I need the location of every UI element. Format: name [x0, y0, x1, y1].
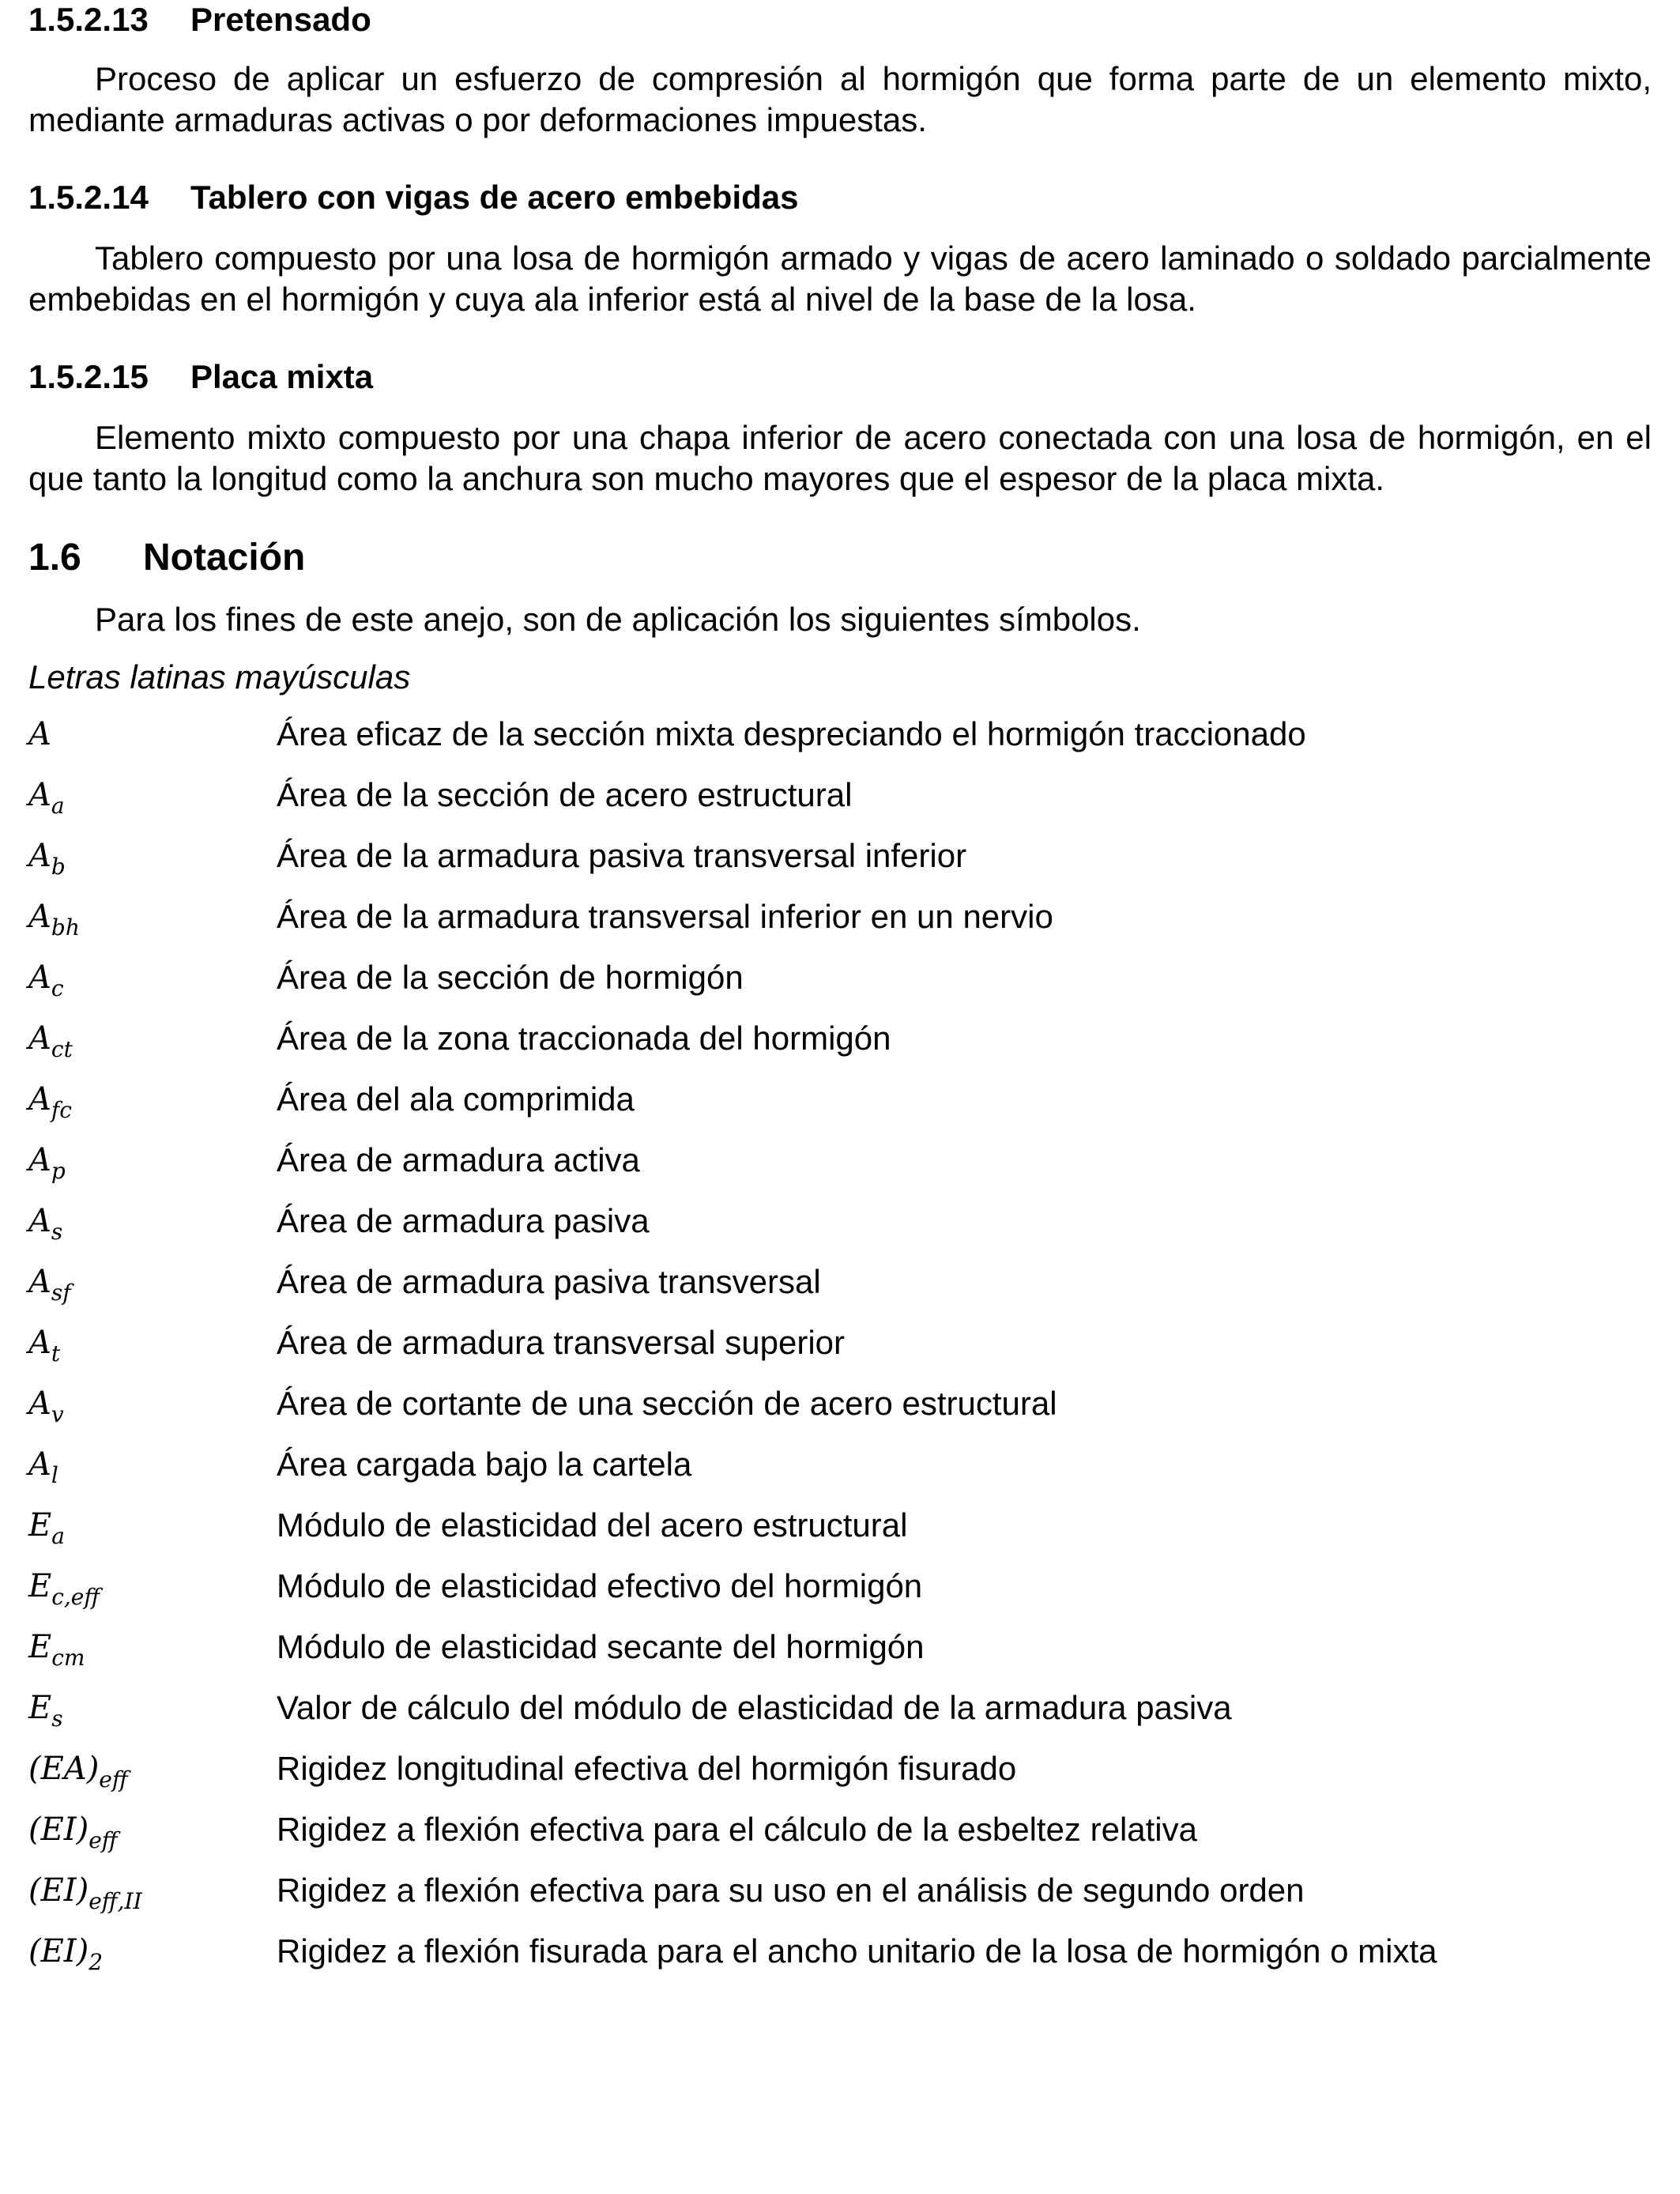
symbol [28, 1687, 63, 1732]
symbol [28, 1748, 128, 1793]
symbol-row [28, 1870, 1652, 1931]
symbol-subscript: a [51, 1523, 65, 1549]
symbol-row [28, 1201, 1652, 1261]
symbol-base: A [28, 1446, 51, 1483]
symbol-base: (EI) [28, 1811, 89, 1848]
symbol-description: Área de armadura activa [277, 1141, 640, 1178]
symbol [28, 1505, 65, 1549]
symbol [28, 1261, 71, 1306]
symbol-subscript: cm [51, 1645, 85, 1671]
symbol-description: Rigidez a flexión efectiva para su uso en el análisis de segundo orden [277, 1872, 1305, 1909]
notation-subheading: Letras latinas mayúsculas [28, 658, 411, 696]
symbol-base: A [28, 1142, 51, 1178]
section-title: Placa mixta [190, 358, 374, 395]
symbol-base: A [28, 1385, 51, 1422]
symbol [28, 1566, 100, 1610]
symbol [28, 714, 51, 755]
symbol-description: Área de la sección de hormigón [277, 959, 744, 996]
symbol-row [28, 1627, 1652, 1687]
section-paragraph-1-5-2-15: Elemento mixto compuesto por una chapa inferior de acero conectada con una losa de hormigón, en el que tanto la longitud como la anchura son mucho mayores que el espesor de la placa mixta. [28, 419, 1652, 497]
symbol-description: Área de la zona traccionada del hormigón [277, 1020, 891, 1057]
symbol-subscript: l [51, 1462, 58, 1488]
section-title: Pretensado [190, 1, 371, 38]
symbol-description: Rigidez a flexión efectiva para el cálculo de la esbeltez relativa [277, 1811, 1197, 1848]
symbol-row [28, 1079, 1652, 1140]
symbol [28, 1870, 142, 1914]
symbol [28, 1627, 85, 1671]
symbol-subscript: sf [51, 1280, 71, 1306]
symbol-description: Rigidez a flexión fisurada para el ancho unitario de la losa de hormigón o mixta [277, 1932, 1437, 1970]
notation-title: Notación [143, 537, 306, 579]
symbol-subscript: eff [99, 1766, 128, 1793]
symbol [28, 1322, 61, 1367]
section-heading-1-5-2-13 [28, 0, 371, 40]
symbol-description: Área eficaz de la sección mixta despreciando el hormigón traccionado [277, 715, 1306, 752]
symbol-description: Valor de cálculo del módulo de elasticidad de la armadura pasiva [277, 1689, 1232, 1726]
symbol-subscript: eff,II [89, 1888, 142, 1914]
symbol-description: Área de la sección de acero estructural [277, 776, 853, 813]
symbol-base: A [28, 716, 51, 752]
symbol-base: A [28, 838, 51, 874]
section-paragraph-1-5-2-14: Tablero compuesto por una losa de hormigón armado y vigas de acero laminado o soldado parcialmente embebidas en el hormigón y cuya ala inferior está al nivel de la base de la losa. [28, 239, 1652, 318]
symbol-subscript: eff [89, 1827, 118, 1853]
symbol-subscript: bh [51, 914, 80, 941]
symbol-base: E [28, 1629, 52, 1665]
symbol-base: A [28, 959, 51, 996]
symbol [28, 835, 66, 880]
section-heading-1-5-2-14 [28, 178, 799, 217]
symbol [28, 1809, 118, 1853]
symbol-row [28, 1931, 1652, 1992]
symbol-row [28, 1748, 1652, 1809]
symbol-row [28, 1140, 1652, 1201]
symbol [28, 1140, 66, 1184]
symbol-subscript: v [51, 1401, 64, 1427]
symbol-description: Área de armadura pasiva transversal [277, 1263, 821, 1300]
symbol-description: Área del ala comprimida [277, 1080, 635, 1118]
notation-intro: Para los fines de este anejo, son de aplicación los siguientes símbolos. [95, 601, 1141, 638]
symbol-description: Módulo de elasticidad efectivo del hormigón [277, 1567, 923, 1604]
symbol-subscript: 2 [89, 1949, 104, 1975]
symbol-base: A [28, 899, 51, 935]
section-number: 1.5.2.14 [28, 179, 149, 216]
symbol-description: Área de armadura transversal superior [277, 1324, 846, 1361]
symbol-base: E [28, 1568, 52, 1604]
symbol-subscript: s [51, 1219, 63, 1245]
symbol-row [28, 1505, 1652, 1566]
symbol-description: Área de la armadura pasiva transversal inferior [277, 837, 967, 874]
symbol-row [28, 1383, 1652, 1444]
section-number: 1.5.2.15 [28, 358, 149, 395]
symbol-row [28, 714, 1652, 775]
symbol-description: Área de armadura pasiva [277, 1202, 650, 1239]
symbol-row [28, 1444, 1652, 1505]
symbol-subscript: c,eff [51, 1584, 100, 1610]
symbol-base: (EI) [28, 1933, 89, 1970]
symbol [28, 1931, 104, 1975]
symbol-base: E [28, 1507, 52, 1544]
symbol [28, 1201, 63, 1245]
section-heading-1-5-2-15 [28, 357, 373, 397]
symbol-row [28, 1261, 1652, 1322]
symbol-subscript: p [51, 1158, 66, 1184]
symbol [28, 1444, 58, 1488]
symbol-row [28, 957, 1652, 1018]
symbol-base: (EI) [28, 1872, 89, 1909]
symbol-base: A [28, 1325, 51, 1361]
section-paragraph-1-5-2-13: Proceso de aplicar un esfuerzo de compresión al hormigón que forma parte de un elemento mixto, mediante armaduras activas o por deformaciones impuestas. [28, 60, 1652, 138]
symbol-subscript: ct [51, 1036, 73, 1062]
symbol-row [28, 1566, 1652, 1627]
symbol-description: Módulo de elasticidad del acero estructural [277, 1506, 908, 1544]
symbol [28, 775, 65, 819]
symbol-subscript: c [51, 975, 64, 1001]
symbol-row [28, 1322, 1652, 1383]
symbol-description: Rigidez longitudinal efectiva del hormigón fisurado [277, 1750, 1017, 1787]
symbol [28, 1079, 72, 1123]
notation-heading [28, 536, 305, 580]
symbol [28, 896, 80, 941]
symbol-description: Área de cortante de una sección de acero estructural [277, 1385, 1057, 1422]
section-title: Tablero con vigas de acero embebidas [190, 179, 799, 216]
symbol-subscript: s [51, 1706, 63, 1732]
symbol-base: A [28, 777, 51, 813]
symbol-base: E [28, 1690, 52, 1726]
symbol-base: (EA) [28, 1751, 100, 1787]
symbol-list [28, 714, 1652, 1992]
symbol-subscript: t [51, 1340, 61, 1367]
symbol-description: Área de la armadura transversal inferior en un nervio [277, 898, 1053, 935]
symbol [28, 1383, 64, 1427]
symbol-description: Módulo de elasticidad secante del hormigón [277, 1628, 925, 1665]
symbol-base: A [28, 1203, 51, 1239]
symbol-row [28, 1687, 1652, 1748]
notation-number: 1.6 [28, 537, 81, 579]
symbol-row [28, 896, 1652, 957]
symbol-base: A [28, 1264, 51, 1300]
symbol-subscript: b [51, 854, 66, 880]
symbol-subscript: fc [51, 1097, 72, 1123]
symbol-subscript: a [51, 793, 65, 819]
symbol-row [28, 1018, 1652, 1079]
section-number: 1.5.2.13 [28, 1, 149, 38]
symbol-row [28, 775, 1652, 835]
symbol-row [28, 1809, 1652, 1870]
symbol-base: A [28, 1020, 51, 1057]
symbol [28, 1018, 73, 1062]
symbol-row [28, 835, 1652, 896]
symbol-base: A [28, 1081, 51, 1118]
symbol-description: Área cargada bajo la cartela [277, 1446, 692, 1483]
symbol [28, 957, 64, 1001]
